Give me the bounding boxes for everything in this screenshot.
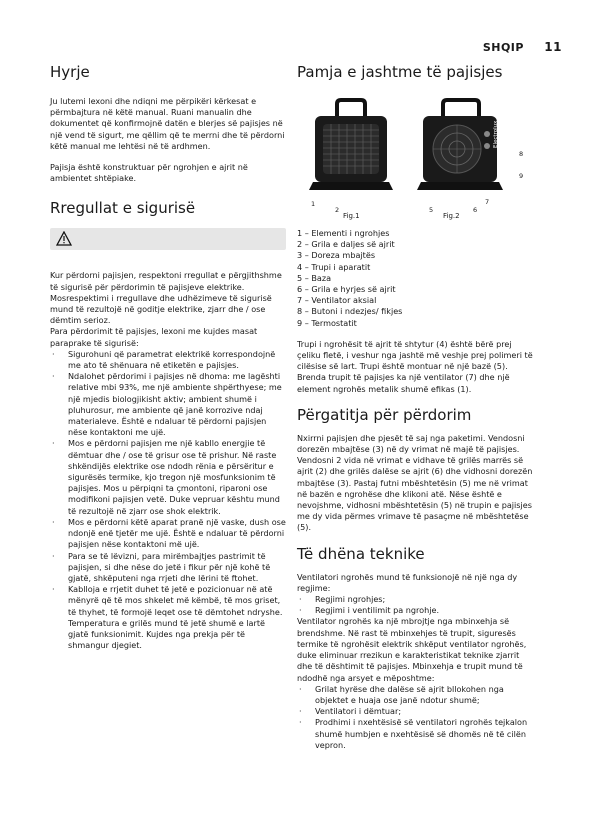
safety-title: Rregullat e sigurisë [50, 199, 196, 218]
list-item: · Grilat hyrëse dhe dalëse së ajrit bllokohen nga objektet e huaja ose janë ndotur shumë; [297, 684, 533, 706]
intro-paragraph-1: Ju lutemi lexoni dhe ndiqni me përpikëri kërkesat e përmbajtura në këtë manual. Ruani manualin dhe dokumentet që konfirmojnë datën e blerjes së pajisjes në një vend të sigurt, me qëllim që te merrni dhe të përdorni këtë manual me lehtësi në të ardhmen. [50, 96, 285, 151]
list-item: · Kablloja e rrjetit duhet të jetë e pozicionuar në atë mënyrë që të mos shkelet më këmbë, të mos griset, të thyhet, të formojë leqet ose të dëmtohet ndryshe. Temperatura e grilës mund të jetë shumë e lartë gjatë funksionimit. Kujdes nga prekja për të shmangur djegiet. [50, 584, 286, 651]
warning-triangle-icon [56, 231, 72, 246]
prep-paragraph-2: Vendosni 2 vida në vrimat e vidhave të grilës marrës së ajrit (2) dhe grilës dalëse se ajrit (6) dhe vidhosni dorezën mbajtëse (3). Pastaj futni mbështetësin (5) me në vrimat në bazën e ngrohëse dhe klikoni atë. Nëse është e nevojshme, vidhosni mbështetësin (5) në trupin e pajisjes me dy vida përmes vrimave të pasaçme në mbështetëse (5). [297, 455, 533, 533]
prep-title: Përgatitja për përdorim [297, 405, 472, 424]
list-item: 3 – Doreza mbajtës [297, 250, 376, 261]
list-item: · Sigurohuni që parametrat elektrikë korrespondojnë me ato të shënuara në etiketën e pajisjes. [50, 349, 286, 371]
language-label: SHQIP [482, 41, 524, 54]
page-header [483, 40, 562, 54]
safety-paragraph-1: Kur përdorni pajisjen, respektoni rregullat e përgjithshme të sigurisë për përdorimin të pajisjeve elektrike. Mosrespektimi i rregullave dhe udhëzimeve të sigurisë mund të rezultojë në goditje elektrike, zjarr dhe / ose dëmtim serioz. [50, 270, 282, 326]
list-item: 2 – Grila e daljes së ajrit [297, 239, 395, 250]
callout-7: 7 [485, 198, 490, 206]
heater-brand-text: Electrolux [493, 120, 499, 148]
callout-4: 4 [381, 172, 386, 180]
tech-title: Të dhëna teknike [297, 544, 425, 563]
list-item: 7 – Ventilator aksial [297, 295, 377, 306]
appearance-title: Pamja e jashtme të pajisjes [297, 63, 503, 81]
list-item: · Regjimi i ventilimit pa ngrohje. [297, 605, 533, 616]
callout-5: 5 [429, 206, 434, 214]
list-item: · Mos e përdorni këtë aparat pranë një vaske, dush ose ndonjë enë tjetër me ujë. Është e ndaluar të përdorni pajisjen nëse kontaktoni më ujë. [50, 517, 286, 551]
tech-paragraph-1: Ventilatori ngrohës mund të funksionojë në një nga dy regjime: [297, 571, 518, 593]
appearance-description: Trupi i ngrohësit të ajrit të shtytur (4) është bërë prej çeliku fletë, i veshur nga jashtë më veshje prej polimeri të cilësise së lart. Trupi është montuar në një bazë (5). Brenda trupit të pajisjes ka një ventilator (7) dhe një element ngrohës metalik shumë efikas (1). [297, 338, 533, 394]
list-item: 1 – Elementi i ngrohjes [297, 228, 390, 238]
list-item: · Ventilatori i dëmtuar; [297, 706, 533, 717]
list-item: · Mos e përdorni pajisjen me një kabllo energjie të dëmtuar dhe / ose të grisur ose të prishur. Në raste shkëndijës elektrike ose ndodh rënia e përsëritur e sigurësës termike, kjo tregon një mosfunksionim të pajisjes. Mos u përpiqni ta çmontoni, riparoni ose modifikoni pajisjen vetë. Duke vepruar kështu mund të rezultojë në zjarr ose shok elektrik. [50, 438, 286, 516]
tech-paragraph-2: Ventilator ngrohës ka një mbrojtje nga mbinxehja së brendshme. Në rast të mbinxehjes të trupit, siguresës termike të ngrohësit elektrik shkëput ventilator ngrohës, duke eliminuar rrezikun e karakteristikat teknike zjarrit dhe të dështimit të pajisjes. Mbinxehja e trupit mund të ndodhë nga arsyet e mëposhtme: [297, 616, 527, 683]
list-item: 5 – Baza [297, 272, 332, 283]
list-item: 4 – Trupi i aparatit [297, 261, 371, 272]
left-column [50, 62, 286, 651]
figure-1-caption: Fig.1 [343, 212, 360, 220]
safety-paragraph-2: Para përdorimit të pajisjes, lexoni me kujdes masat paraprake të sigurisë: [50, 326, 258, 348]
prep-paragraph-1: Nxirrni pajisjen dhe pjesët të saj nga paketimi. Vendosni dorezën mbajtëse (3) në dy vrimat në majë të pajisjes. [297, 432, 525, 455]
list-item: · Regjimi ngrohjes; [297, 594, 533, 605]
parts-list [297, 228, 533, 329]
figure-area [297, 90, 533, 218]
list-item: 6 – Grila e hyrjes së ajrit [297, 284, 396, 295]
warning-banner [50, 228, 286, 250]
mode-list [297, 594, 533, 616]
list-item: · Prodhimi i nxehtësisë së ventilatori ngrohës tejkalon shumë humbjen e nxehtësisë së dhomës në të cilën vepron. [297, 717, 533, 751]
callout-3: 3 [383, 120, 388, 128]
callout-1: 1 [311, 200, 316, 208]
intro-paragraph-2: Pajisja është konstruktuar për ngrohjen e ajrit në ambientet shtëpiake. [50, 162, 248, 184]
callout-9: 9 [519, 172, 524, 180]
list-item: · Para se të lëvizni, para mirëmbajtjes pastrimit të pajisjen, si dhe nëse do jetë i fikur për një kohë të gjatë, shkëputeni nga rrjeti dhe lërini të ftohet. [50, 551, 286, 585]
callout-2: 2 [335, 206, 340, 214]
list-item: 9 – Termostatit [297, 317, 357, 328]
figure-2-caption: Fig.2 [443, 212, 460, 220]
callout-8: 8 [519, 150, 524, 158]
right-column [297, 62, 533, 751]
reasons-list [297, 684, 533, 751]
list-item: 8 – Butoni i ndezjes/ fikjes [297, 306, 403, 317]
list-item: · Ndalohet përdorimi i pajisjes në dhoma: me lagështi relative mbi 93%, me një ambiente shpërthyese; me një mjedis biologjikisht aktiv; ambient shumë i pluhurosur, me ambiente që janë korrozive ndaj materialeve. Është e ndaluar të përdorni pajisjen nëse kontaktoni me ujë. [50, 371, 286, 438]
safety-list [50, 349, 286, 651]
page-number: 11 [544, 40, 562, 54]
callout-6: 6 [473, 206, 478, 214]
intro-title: Hyrje [50, 63, 90, 81]
heater-front-illustration [309, 98, 397, 206]
